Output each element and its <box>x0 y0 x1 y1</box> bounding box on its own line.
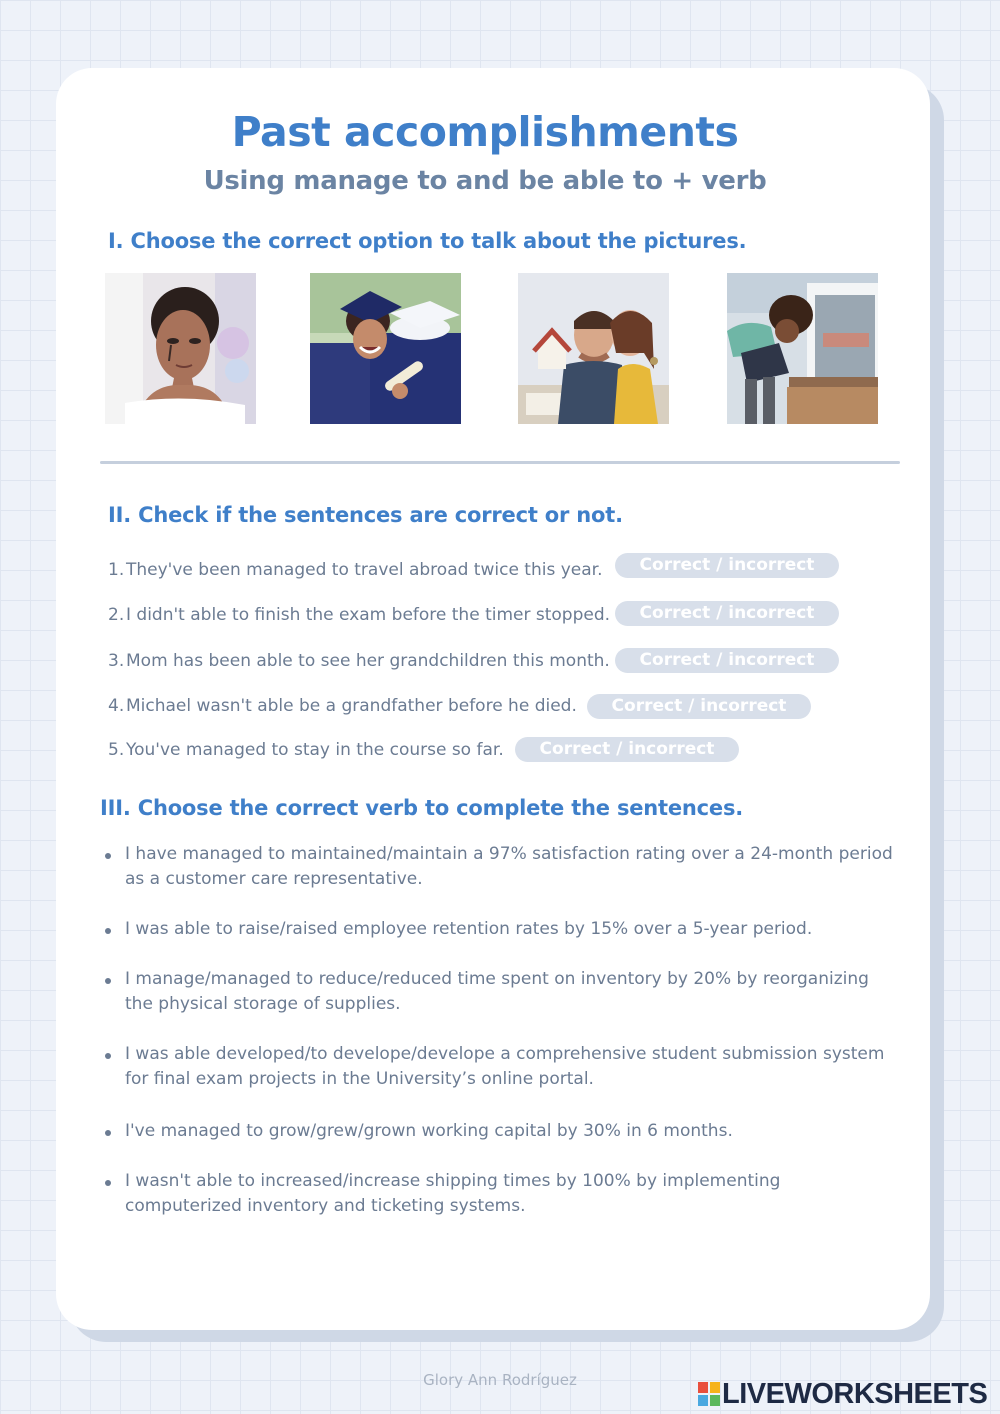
check-item-3 <box>108 648 610 674</box>
section-1-heading: I. Choose the correct option to talk about the pictures. <box>108 229 747 253</box>
bullet-icon <box>105 928 111 934</box>
check-item-2 <box>108 602 610 628</box>
brand-name: LIVEWORKSHEETS <box>722 1378 988 1410</box>
crying-woman-picture <box>105 273 256 424</box>
item-sentence: Mom has been able to see her grandchildren this month. <box>126 651 610 671</box>
check-item-1 <box>108 557 603 583</box>
verb-item-3: I manage/managed to reduce/reduced time spent on inventory by 20% by reorganizing the physical storage of supplies. <box>125 969 869 1014</box>
worksheet-title: Past accomplishments <box>231 108 739 156</box>
bullet-icon <box>105 853 111 859</box>
author-credit: Glory Ann Rodríguez <box>423 1371 577 1389</box>
bullet-icon <box>105 1180 111 1186</box>
item-number: 4. <box>108 696 125 716</box>
verb-item-6: I wasn't able to increased/increase shipping times by 100% by implementing computerized inventory and ticketing systems. <box>125 1171 781 1216</box>
section-2-heading: II. Check if the sentences are correct or not. <box>108 503 623 527</box>
bullet-icon <box>105 1130 111 1136</box>
section-3-heading: III. Choose the correct verb to complete the sentences. <box>100 796 744 820</box>
item-number: 2. <box>108 605 125 625</box>
verb-item-5: I've managed to grow/grew/grown working capital by 30% in 6 months. <box>125 1121 733 1141</box>
correct-incorrect-select-4[interactable]: Correct / incorrect <box>587 694 811 719</box>
bullet-icon <box>105 1053 111 1059</box>
liveworksheets-brand <box>698 1378 987 1410</box>
liveworksheets-logo-icon <box>698 1382 720 1406</box>
check-item-5 <box>108 737 504 763</box>
item-number: 5. <box>108 740 125 760</box>
check-item-4 <box>108 693 577 719</box>
verb-item-1: I have managed to maintained/maintain a 97% satisfaction rating over a 24-month period as a customer care representative. <box>125 844 893 889</box>
correct-incorrect-select-3[interactable]: Correct / incorrect <box>615 648 839 673</box>
item-number: 1. <box>108 560 125 580</box>
verb-item-2: I was able to raise/raised employee retention rates by 15% over a 5-year period. <box>125 919 813 939</box>
correct-incorrect-select-2[interactable]: Correct / incorrect <box>615 601 839 626</box>
item-sentence: You've managed to stay in the course so far. <box>126 740 504 760</box>
verb-item-4: I was able developed/to develope/develope a comprehensive student submission system for final exam projects in the University’s online portal. <box>125 1044 885 1089</box>
item-number: 3. <box>108 651 125 671</box>
correct-incorrect-select-5[interactable]: Correct / incorrect <box>515 737 739 762</box>
child-at-window-picture <box>727 273 878 424</box>
couple-with-house-keys-picture <box>518 273 669 424</box>
graduation-hug-picture <box>310 273 461 424</box>
item-sentence: Michael wasn't able be a grandfather before he died. <box>126 696 577 716</box>
item-sentence: They've been managed to travel abroad twice this year. <box>126 560 603 580</box>
worksheet-subtitle: Using manage to and be able to + verb <box>203 166 767 196</box>
bullet-icon <box>105 978 111 984</box>
correct-incorrect-select-1[interactable]: Correct / incorrect <box>615 553 839 578</box>
section-divider <box>100 461 900 464</box>
item-sentence: I didn't able to finish the exam before the timer stopped. <box>126 605 611 625</box>
